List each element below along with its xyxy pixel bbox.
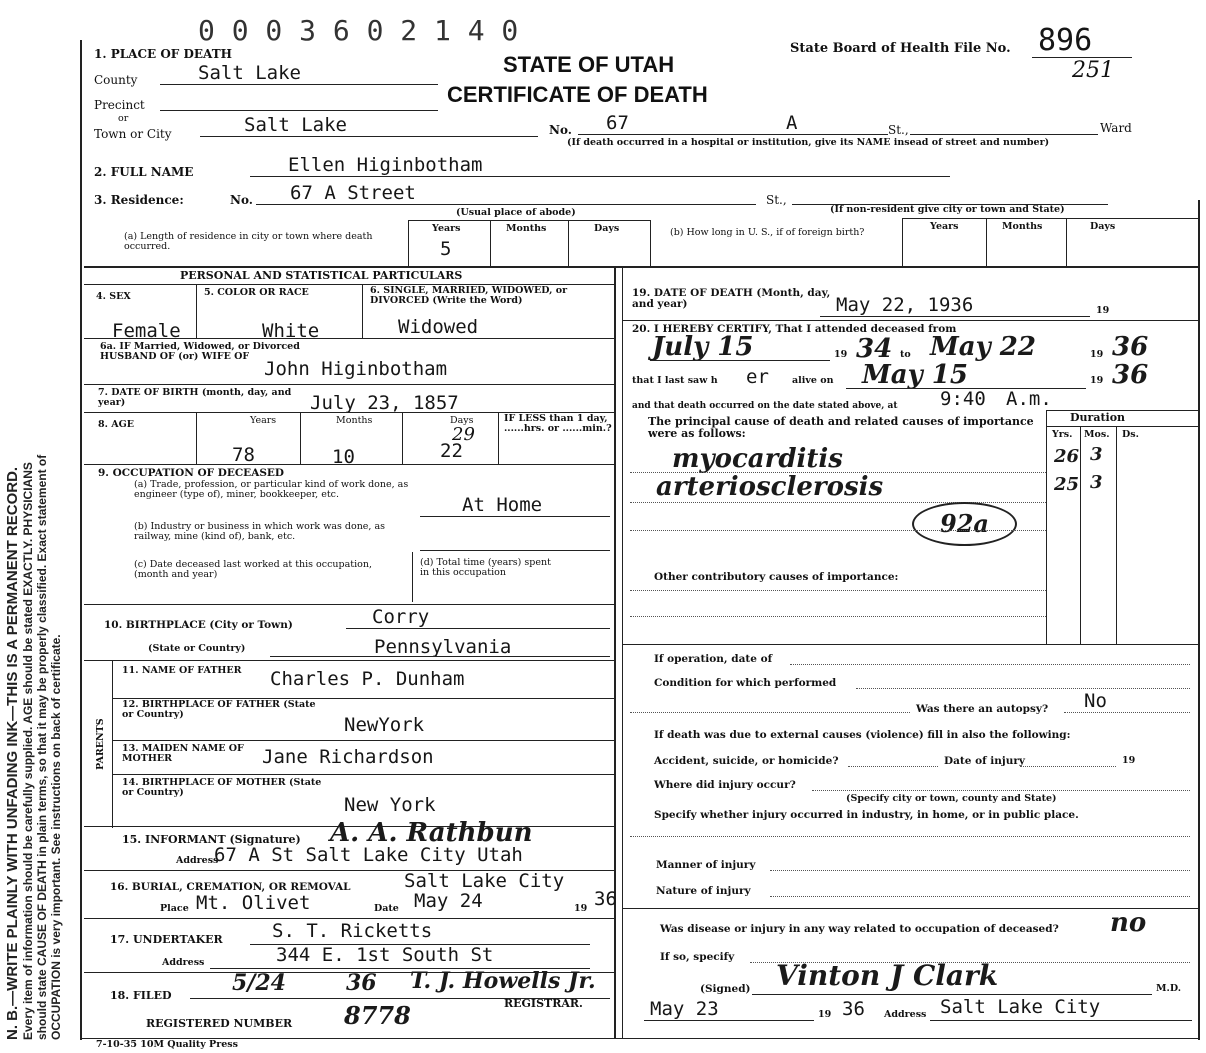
specify-label: Specify whether injury occurred in industry, in home, or in public place. [654, 809, 1079, 821]
occ-d-label: (d) Total time (years) spent in this occupation [420, 557, 551, 578]
injury-date-label: Date of injury [944, 755, 1025, 767]
condition-line2 [630, 712, 910, 713]
age-label: 8. AGE [98, 419, 134, 430]
from-line [650, 360, 830, 361]
dur-col0 [1046, 410, 1047, 644]
place-st-label: St., [888, 123, 909, 137]
age-years-label: Years [250, 415, 277, 426]
nature-label: Nature of injury [656, 885, 751, 897]
informant-label: 15. INFORMANT (Signature) [122, 833, 301, 846]
full-name-value: Ellen Higinbotham [288, 154, 483, 176]
side-note-line1: N. B.—WRITE PLAINLY WITH UNFADING INK—THIS IS A PERMANENT RECORD. [4, 466, 21, 1040]
attended-from: July 15 [652, 332, 754, 362]
injury-date-line [1020, 766, 1116, 767]
residence-label: 3. Residence: [94, 193, 184, 207]
occ-related-label: Was disease or injury in any way related to occupation of deceased? [660, 923, 1059, 935]
color-label: 5. COLOR OR RACE [204, 287, 309, 298]
alive-on: May 15 [862, 360, 968, 390]
other-causes-label: Other contributory causes of importance: [654, 571, 899, 583]
marital-label: 6. SINGLE, MARRIED, WIDOWED, or DIVORCED (Write the Word) [370, 285, 568, 306]
print-code: 7-10-35 10M Quality Press [96, 1039, 238, 1050]
burial-year-prefix: 19 [574, 903, 588, 914]
undertaker-value: S. T. Ricketts [272, 920, 433, 942]
accident-line [848, 766, 938, 767]
father-value: Charles P. Dunham [270, 668, 465, 690]
operation-line [790, 664, 1190, 665]
death-date-label: 19. DATE OF DEATH (Month, day, and year) [632, 287, 831, 311]
cause1: myocarditis [672, 444, 843, 474]
signed-date-line [644, 1020, 814, 1021]
abode-note: (Usual place of abode) [456, 207, 576, 218]
spouse-label: 6a. IF Married, Widowed, or Divorced HUSBAND OF (or) WIFE OF [100, 341, 300, 362]
b-months-label: Months [1002, 221, 1043, 232]
to-label: to [900, 349, 911, 360]
signed-label: (Signed) [700, 983, 751, 995]
dob-label: 7. DATE OF BIRTH (month, day, and year) [98, 387, 292, 408]
birthplace-label: 10. BIRTHPLACE (City or Town) [104, 619, 293, 631]
signer-sig: Vinton J Clark [776, 959, 999, 992]
alive-on-label: alive on [792, 375, 834, 386]
row19-line [622, 320, 1198, 321]
county-label: County [94, 73, 138, 87]
last-saw-label: that I last saw h [632, 375, 718, 386]
father-label: 11. NAME OF FATHER [122, 665, 242, 676]
filed-value: 5/24 [232, 970, 286, 996]
where-line [812, 790, 1190, 791]
marital-value: Widowed [398, 316, 479, 338]
nature-line [770, 896, 1190, 897]
occ-a-label: (a) Trade, profession, or particular kind of work done, as engineer (type of), miner, bookkeeper, etc. [134, 479, 409, 500]
certificate-title: CERTIFICATE OF DEATH [447, 82, 708, 107]
age-col2 [300, 412, 301, 464]
ward-line [910, 134, 1098, 135]
regnum-label: REGISTERED NUMBER [146, 1017, 293, 1030]
specify-line [630, 836, 1190, 837]
res-col2 [490, 220, 491, 266]
res-col3 [568, 220, 569, 266]
res-months-label: Months [506, 223, 547, 234]
father-bp-value: NewYork [344, 714, 425, 736]
row10-line [84, 660, 614, 661]
color-value: White [262, 320, 320, 342]
row16-line [84, 918, 614, 919]
place-no: 67 [606, 112, 629, 134]
undertaker-label: 17. UNDERTAKER [110, 933, 223, 946]
dur-col2 [1116, 426, 1117, 644]
occ-cd-col [412, 552, 413, 602]
occ-related-value: no [1110, 908, 1147, 938]
condition-line [856, 688, 1190, 689]
dur2-mos: 3 [1090, 472, 1103, 493]
full-name-line [250, 176, 950, 177]
burial-place-label: Place [160, 903, 189, 914]
row6-line [84, 338, 614, 339]
occ-c-label: (c) Date deceased last worked at this occupation, (month and year) [134, 559, 372, 580]
center-divider-2 [622, 266, 623, 1038]
death-date-value: May 22, 1936 [836, 294, 974, 316]
to-year-prefix: 19 [1090, 349, 1104, 360]
manner-line [770, 870, 1190, 871]
file-sub: 251 [1072, 58, 1114, 83]
res-table-top [408, 220, 650, 221]
b-col3 [1066, 218, 1067, 266]
place-heading: 1. PLACE OF DEATH [94, 47, 232, 61]
right-border [1198, 200, 1200, 1040]
precinct-label: Precinct [94, 98, 145, 112]
certify-label: 20. I HEREBY CERTIFY, That I attended deceased from [632, 323, 957, 335]
parents-label: PARENTS [95, 718, 106, 770]
occ-value: At Home [462, 494, 543, 516]
row6a-line [84, 384, 614, 385]
personal-heading: PERSONAL AND STATISTICAL PARTICULARS [180, 269, 463, 282]
dur-mid [1046, 426, 1198, 427]
to-year: 36 [1112, 332, 1149, 362]
specify-note: (Specify city or town, county and State) [846, 793, 1057, 804]
county-value: Salt Lake [198, 62, 301, 84]
section-top-line [84, 266, 1198, 268]
row9-line [84, 604, 614, 605]
mother-bp-value: New York [344, 794, 436, 816]
residence-a-label: (a) Length of residence in city or town where death occurred. [124, 231, 373, 252]
sex-value: Female [112, 320, 181, 342]
age-days-label: Days [450, 415, 474, 426]
res-years-label: Years [432, 223, 461, 234]
regnum-value: 8778 [344, 1001, 411, 1030]
burial-year: 36 [594, 888, 617, 910]
informant-sig: A. A. Rathbun [330, 818, 533, 848]
town-value: Salt Lake [244, 114, 347, 136]
bp-line [346, 628, 610, 629]
center-divider [614, 266, 616, 1038]
residence-st-label: St., [766, 193, 787, 207]
precinct-line [160, 110, 438, 111]
birth-city-value: Corry [372, 606, 430, 628]
place-no-label: No. [549, 123, 572, 137]
burial-label: 16. BURIAL, CREMATION, OR REMOVAL [110, 881, 351, 893]
signed-address-label: Address [884, 1009, 927, 1020]
registrar-label: REGISTRAR. [504, 997, 583, 1010]
signed-year: 36 [842, 998, 865, 1020]
res-years-value: 5 [440, 238, 452, 260]
sex-col [196, 284, 197, 338]
cause2: arteriosclerosis [656, 472, 884, 502]
side-note-line3: should state CAUSE OF DEATH in plain terms, so that it may be properly classified. Exact statement of [35, 454, 49, 1040]
dur2-yrs: 25 [1054, 474, 1080, 495]
age-col1 [196, 412, 197, 464]
age-months-value: 10 [332, 446, 355, 468]
death-am: A.m. [1006, 388, 1052, 410]
sex-label: 4. SEX [96, 291, 131, 302]
occ-b-label: (b) Industry or business in which work was done, as railway, mine (kind of), bank, etc. [134, 521, 386, 542]
dur1-yrs: 26 [1054, 446, 1080, 467]
filed-label: 18. FILED [110, 989, 172, 1002]
from-year: 34 [856, 334, 893, 364]
informant-address: 67 A St Salt Lake City Utah [214, 844, 523, 866]
mother-label: 13. MAIDEN NAME OF MOTHER [122, 743, 244, 764]
place-no-line [578, 134, 888, 135]
birth-state-label: (State or Country) [148, 643, 246, 654]
dob-value: July 23, 1857 [310, 392, 459, 414]
father-bp-label: 12. BIRTHPLACE OF FATHER (State or Country) [122, 699, 316, 720]
last-saw-her: er [746, 366, 769, 388]
residence-no-label: No. [230, 193, 253, 207]
b-days-label: Days [1090, 221, 1116, 232]
full-name-label: 2. FULL NAME [94, 165, 194, 179]
dur-col1 [1080, 426, 1081, 644]
age-days-value: 22 [440, 440, 463, 462]
age-col3 [402, 412, 403, 464]
b-col2 [986, 218, 987, 266]
residence-b-label: (b) How long in U. S., if of foreign birth? [670, 227, 865, 238]
row13-line [112, 774, 614, 775]
signed-address: Salt Lake City [940, 996, 1101, 1018]
age-less-label: IF LESS than 1 day, ......hrs. or ......min.? [504, 413, 612, 434]
other-line2 [630, 616, 1046, 617]
occ-line [420, 516, 610, 517]
informant-address-label: Address [176, 855, 219, 866]
other-line1 [630, 590, 1046, 591]
nonres-note: (If non-resident give city or town and State) [830, 204, 1065, 215]
cause-line3 [630, 530, 1046, 531]
mother-bp-label: 14. BIRTHPLACE OF MOTHER (State or Country) [122, 777, 322, 798]
signed-line [752, 994, 1152, 995]
death-hour-label: and that death occurred on the date stated above, at [632, 401, 898, 411]
ward-label: Ward [1100, 121, 1132, 135]
county-line [160, 84, 438, 85]
autopsy-value: No [1084, 690, 1107, 712]
place-note: (If death occurred in a hospital or institution, give its NAME insead of street and number) [567, 137, 1050, 148]
burial-place: Mt. Olivet [196, 892, 311, 914]
where-label: Where did injury occur? [654, 779, 796, 791]
bp-state-line [270, 656, 610, 657]
b-years-label: Years [930, 221, 959, 232]
burial-date: May 24 [414, 890, 483, 912]
external-label: If death was due to external causes (violence) fill in also the following: [654, 729, 1071, 741]
death-year-suffix: 19 [1096, 305, 1110, 316]
bottom-border [80, 1038, 1200, 1039]
operation-label: If operation, date of [654, 653, 773, 665]
race-col [362, 284, 363, 338]
file-label: State Board of Health File No. [790, 41, 1011, 56]
residence-value: 67 A Street [290, 182, 416, 204]
res-days-label: Days [594, 223, 620, 234]
from-year-prefix: 19 [834, 349, 848, 360]
signed-date: May 23 [650, 998, 719, 1020]
or-label: or [118, 113, 129, 124]
signed-year-prefix: 19 [818, 1009, 832, 1020]
cause-label: The principal cause of death and related causes of importance were as follows: [648, 415, 1034, 440]
burial-date-label: Date [374, 903, 399, 914]
serial-number: 0 0 0 3 6 0 2 1 4 0 [198, 14, 519, 47]
town-line [200, 136, 538, 137]
dur-yrs: Yrs. [1052, 429, 1073, 440]
injury-year: 19 [1122, 755, 1136, 766]
file-number: 896 [1038, 23, 1093, 58]
age-months-label: Months [336, 415, 373, 426]
md-label: M.D. [1156, 983, 1182, 994]
alive-year-prefix: 19 [1090, 375, 1104, 386]
ifso-label: If so, specify [660, 951, 735, 963]
state-title: STATE OF UTAH [503, 52, 675, 77]
undertaker-address: 344 E. 1st South St [276, 944, 494, 966]
death-hour: 9:40 [940, 388, 986, 410]
spouse-value: John Higinbotham [264, 358, 448, 380]
res-col1 [408, 220, 409, 266]
cause-code: 92a [912, 502, 1017, 546]
side-note-line2: Every item of information should be carefully supplied. AGE should be stated EXACTLY. PHYSICIANS [21, 462, 35, 1040]
parents-col [112, 660, 113, 828]
dur1-mos: 3 [1090, 444, 1103, 465]
autopsy-line [1064, 712, 1190, 713]
cause-box-bottom [622, 644, 1198, 645]
place-street: A [786, 112, 798, 134]
signed-address-line [930, 1020, 1192, 1021]
accident-label: Accident, suicide, or homicide? [654, 755, 839, 767]
attended-to: May 22 [930, 332, 1036, 362]
condition-label: Condition for which performed [654, 677, 837, 689]
registrar-sig: T. J. Howells Jr. [410, 968, 596, 994]
birth-state-value: Pennsylvania [374, 636, 512, 658]
residence-line [256, 204, 756, 205]
b-col1 [902, 218, 903, 266]
dur-mos: Mos. [1084, 429, 1110, 440]
mother-value: Jane Richardson [262, 746, 434, 768]
side-note-line4: OCCUPATION is very important. See instructions on back of certificate. [49, 634, 63, 1040]
death-date-line [820, 316, 1090, 317]
dur-ds: Ds. [1122, 429, 1139, 440]
town-label: Town or City [94, 127, 172, 141]
filed-year: 36 [346, 970, 377, 996]
undertaker-address-label: Address [162, 957, 205, 968]
side-note [4, 80, 99, 1040]
row8-line [84, 464, 614, 465]
autopsy-label: Was there an autopsy? [916, 703, 1049, 715]
age-days-alt: 29 [452, 424, 475, 445]
burial-city: Salt Lake City [404, 870, 565, 892]
manner-label: Manner of injury [656, 859, 756, 871]
age-years-value: 78 [232, 444, 255, 466]
alive-year: 36 [1112, 360, 1149, 390]
b-table-top [902, 218, 1198, 219]
age-col4 [498, 412, 499, 464]
duration-label: Duration [1070, 411, 1126, 424]
row12-line [112, 740, 614, 741]
occ-label: 9. OCCUPATION OF DECEASED [98, 467, 285, 479]
res-col4 [650, 220, 651, 266]
occb-line [420, 550, 610, 551]
